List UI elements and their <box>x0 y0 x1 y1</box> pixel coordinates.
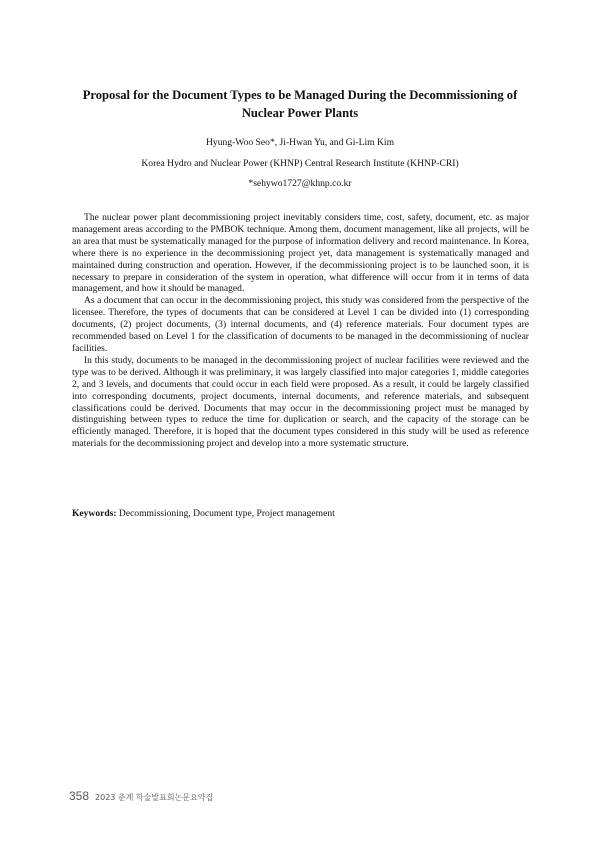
abstract-paragraph-3: In this study, documents to be managed in the decommissioning project of nuclear facilities were reviewed and the type was to be derived. Although it was preliminary, it was largely classified into major categories 1, middle categories 2, and 3 levels, and documents that could occur in each field were proposed. As a result, it could be largely classified into corresponding documents, project documents, internal documents, and reference materials, and subsequent classifications could be derived. Documents that may occur in the decommissioning project must be managed by distinguishing between types to reduce the time for duplication or search, and the capacity of the storage can be efficiently managed. Therefore, it is hoped that the document types considered in this study will be used as reference materials for the decommissioning project and develop into a more systematic structure. <box>72 354 529 450</box>
running-title: 2023 춘계 학술발표회논문요약집 <box>95 793 214 802</box>
page-number: 358 <box>69 789 90 803</box>
keywords-line <box>72 508 529 520</box>
author-list: Hyung-Woo Seo*, Ji-Hwan Yu, and Gi-Lim Kim <box>205 137 395 148</box>
abstract-body <box>72 212 529 450</box>
keywords-value: Decommissioning, Document type, Project management <box>116 508 335 519</box>
abstract-paragraph-1: The nuclear power plant decommissioning project inevitably considers time, cost, safety, document, etc. as major management areas according to the PMBOK technique. Among them, document management, like all projects, will be an area that must be systematically managed for the purpose of information delivery and record maintenance. In Korea, where there is no experience in the decommissioning project yet, data management is systematically managed and maintained during construction and operation. However, if the decommissioning project is to be launched soon, it is necessary to prepare in consideration of the system in operation, what difference will occur from it in terms of data management, and how it should be managed. <box>72 212 529 295</box>
keywords-label: Keywords: <box>72 508 117 519</box>
corresponding-email: *sehywo1727@khnp.co.kr <box>248 178 352 189</box>
abstract-paragraph-2: As a document that can occur in the decommissioning project, this study was considered from the perspective of the licensee. Therefore, the types of documents that can be considered at Level 1 can be divided into (1) corresponding documents, (2) project documents, (3) internal documents, and (4) reference materials. Four document types are recommended based on Level 1 for the classification of documents to be managed in the decommissioning of nuclear facilities. <box>72 295 529 354</box>
page-footer <box>69 789 213 805</box>
paper-title: Proposal for the Document Types to be Managed During the Decommissioning of Nuclear Power Plants <box>82 88 518 120</box>
author-affiliation: Korea Hydro and Nuclear Power (KHNP) Central Research Institute (KHNP-CRI) <box>141 158 459 169</box>
